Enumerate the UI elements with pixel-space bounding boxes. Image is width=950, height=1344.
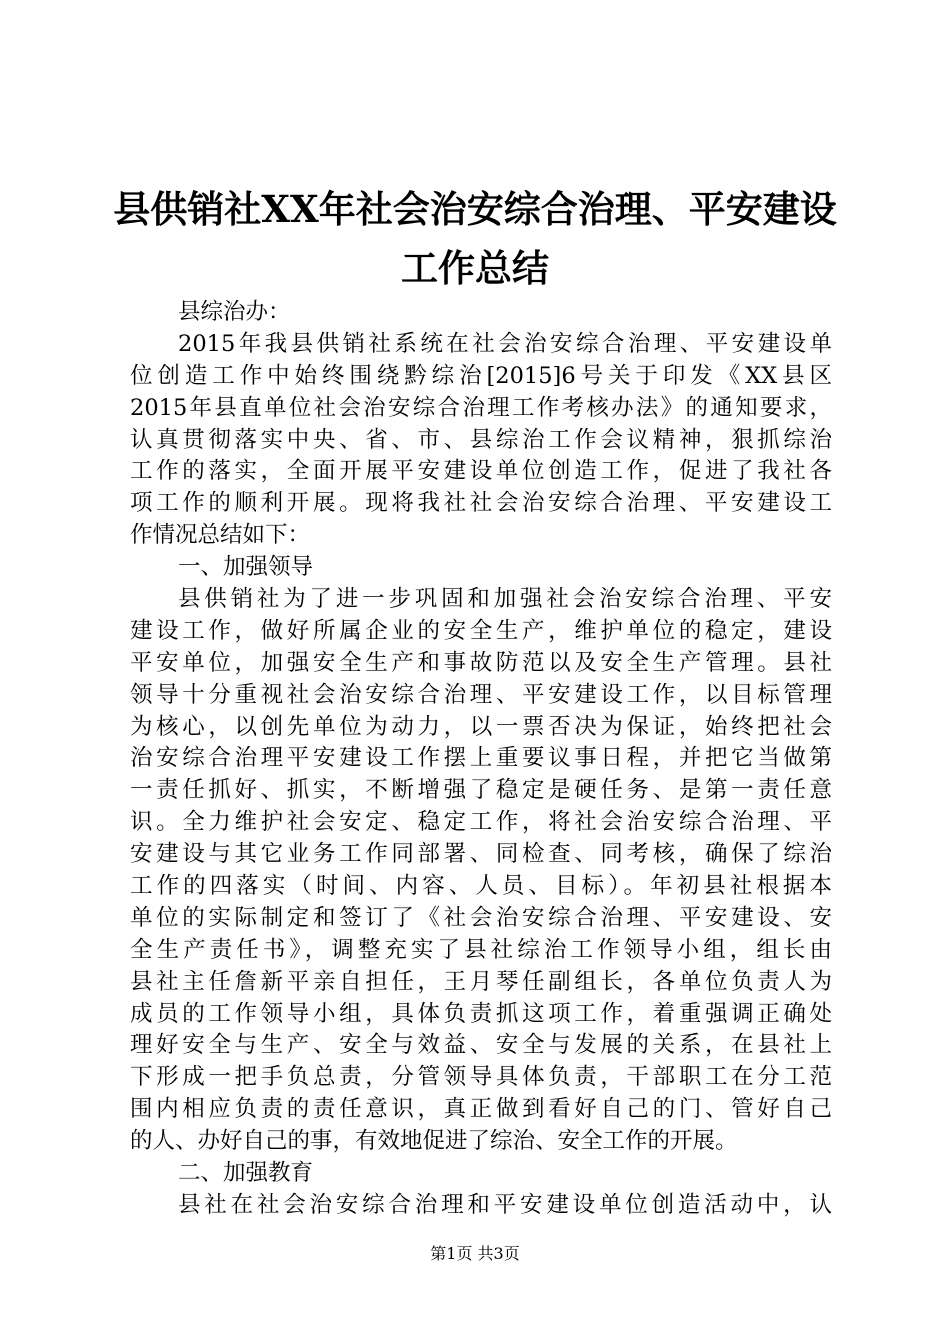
body-line bbox=[130, 1062, 832, 1094]
body-line bbox=[130, 743, 832, 775]
salutation: 县综治办： bbox=[178, 299, 291, 325]
body-lines bbox=[130, 329, 832, 1222]
document-title-line-1: 县供销社XX年社会治安综合治理、平安建设 bbox=[113, 187, 837, 231]
document-title-line-2: 工作总结 bbox=[401, 246, 549, 290]
body-line-text: 围内相应负责的责任意识，真正做到看好自己的门、管好自己 bbox=[130, 1096, 832, 1123]
body-line-text: 项工作的顺利开展。现将我社社会治安综合治理、平安建设工 bbox=[130, 490, 832, 517]
body-line-text: 全生产责任书》，调整充实了县社综治工作领导小组，组长由 bbox=[130, 936, 832, 963]
body-line-text: 县社主任詹新平亲自担任，王月琴任副组长，各单位负责人为 bbox=[130, 968, 832, 995]
body-line bbox=[130, 1126, 832, 1158]
body-line bbox=[130, 425, 832, 457]
body-line-text: 工作的四落实（时间、内容、人员、目标）。年初县社根据本 bbox=[130, 873, 832, 900]
body-line-text: 安建设与其它业务工作同部署、同检查、同考核，确保了综治 bbox=[130, 841, 832, 868]
body-line bbox=[130, 488, 832, 520]
body-line bbox=[130, 999, 832, 1031]
body-line-text: 县供销社为了进一步巩固和加强社会治安综合治理、平安 bbox=[178, 586, 832, 613]
body-line-text: 认真贯彻落实中央、省、市、县综治工作会议精神，狠抓综治 bbox=[130, 426, 832, 453]
body-line bbox=[130, 361, 832, 393]
body-line bbox=[130, 1030, 832, 1062]
body-line bbox=[130, 616, 832, 648]
body-line-text: 识。全力维护社会安定、稳定工作，将社会治安综合治理、平 bbox=[130, 809, 832, 836]
body-line bbox=[130, 520, 832, 552]
document-body bbox=[130, 297, 832, 1222]
body-line bbox=[130, 648, 832, 680]
body-line bbox=[130, 680, 832, 712]
body-line-text: 为核心，以创先单位为动力，以一票否决为保证，始终把社会 bbox=[130, 713, 832, 740]
body-line-text: 2015年我县供销社系统在社会治安综合治理、平安建设单 bbox=[178, 330, 832, 357]
body-line-text: 2015年县直单位社会治安综合治理工作考核办法》的通知要求， bbox=[130, 394, 832, 421]
body-line bbox=[130, 1158, 832, 1190]
body-line-text: 单位的实际制定和签订了《社会治安综合治理、平安建设、安 bbox=[130, 904, 832, 931]
body-line bbox=[130, 775, 832, 807]
body-line-text: 下形成一把手负总责，分管领导具体负责，干部职工在分工范 bbox=[130, 1064, 832, 1091]
body-line bbox=[130, 712, 832, 744]
body-line bbox=[130, 329, 832, 361]
page-footer: 第1页 共3页 bbox=[430, 1244, 520, 1263]
body-line-text: 二、加强教育 bbox=[178, 1160, 314, 1187]
body-line-text: 理好安全与生产、安全与效益、安全与发展的关系，在县社上 bbox=[130, 1032, 832, 1059]
body-line bbox=[130, 967, 832, 999]
body-line-text: 县社在社会治安综合治理和平安建设单位创造活动中，认 bbox=[178, 1191, 832, 1218]
body-line-text: 一责任抓好、抓实，不断增强了稳定是硬任务、是第一责任意 bbox=[130, 777, 832, 804]
body-line-text: 工作的落实，全面开展平安建设单位创造工作，促进了我社各 bbox=[130, 458, 832, 485]
body-line bbox=[130, 903, 832, 935]
body-line-text: 领导十分重视社会治安综合治理、平安建设工作，以目标管理 bbox=[130, 681, 832, 708]
body-line bbox=[130, 584, 832, 616]
body-line bbox=[130, 871, 832, 903]
body-line-text: 平安单位，加强安全生产和事故防范以及安全生产管理。县社 bbox=[130, 649, 832, 676]
body-line-text: 的人、办好自己的事，有效地促进了综治、安全工作的开展。 bbox=[130, 1128, 738, 1155]
body-line-text: 一、加强领导 bbox=[178, 554, 314, 581]
body-line-text: 成员的工作领导小组，具体负责抓这项工作，着重强调正确处 bbox=[130, 1000, 832, 1027]
body-line-text: 位创造工作中始终围绕黔综治[2015]6号关于印发《XX县区 bbox=[130, 362, 832, 389]
body-line-text: 作情况总结如下： bbox=[130, 522, 311, 549]
body-line bbox=[130, 839, 832, 871]
body-line bbox=[130, 1094, 832, 1126]
body-line bbox=[130, 393, 832, 425]
body-line-text: 建设工作，做好所属企业的安全生产，维护单位的稳定，建设 bbox=[130, 617, 832, 644]
body-line bbox=[130, 807, 832, 839]
body-line bbox=[130, 935, 832, 967]
body-line bbox=[130, 1190, 832, 1222]
body-line bbox=[130, 456, 832, 488]
body-line-text: 治安综合治理平安建设工作摆上重要议事日程，并把它当做第 bbox=[130, 745, 832, 772]
body-line bbox=[130, 552, 832, 584]
